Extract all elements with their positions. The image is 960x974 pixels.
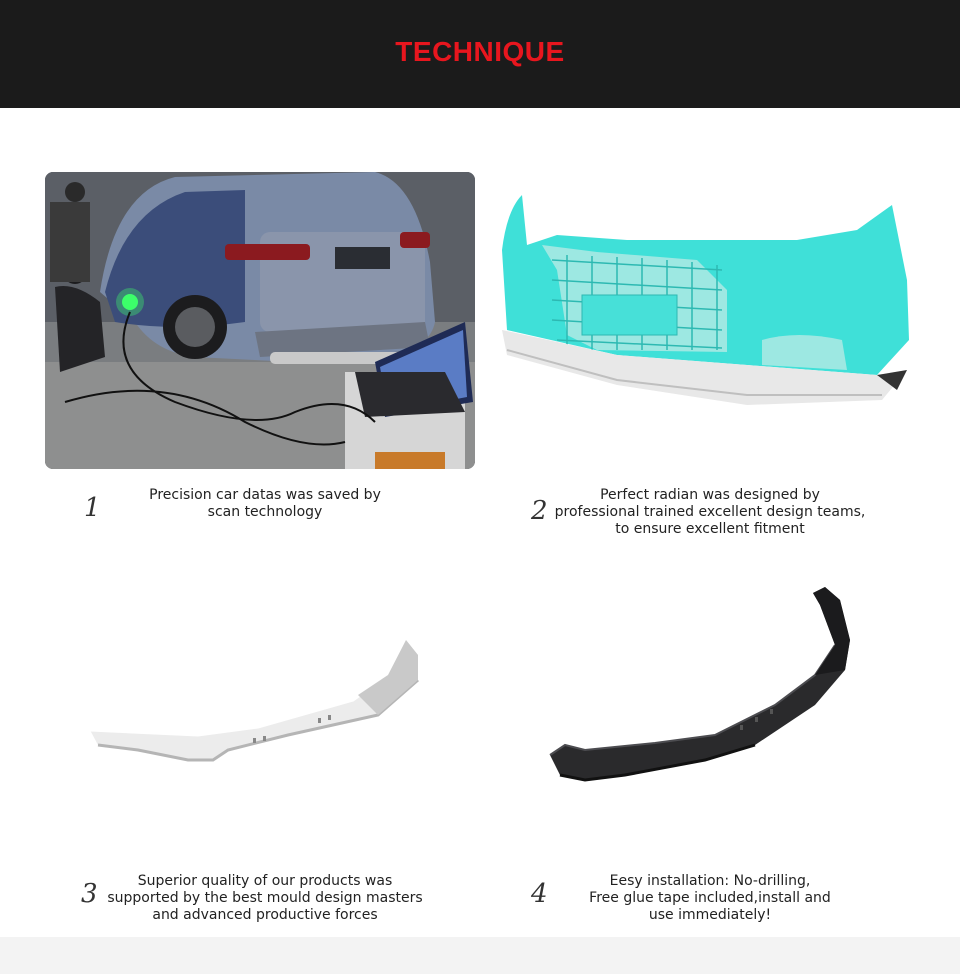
caption-line: use immediately! xyxy=(648,907,772,923)
caption-line: and advanced productive forces xyxy=(152,907,378,923)
caption-line: Eesy installation: No-drilling, xyxy=(609,873,811,889)
white-front-lip xyxy=(88,635,423,765)
caption-line: to ensure excellent fitment xyxy=(615,521,805,537)
caption-line: scan technology xyxy=(207,504,323,520)
step-4-number: 4 xyxy=(531,879,548,909)
step-2-caption xyxy=(545,487,875,538)
step-2-number: 2 xyxy=(531,496,548,526)
bumper-3d-model xyxy=(497,190,912,415)
step-1-number: 1 xyxy=(84,493,101,523)
step-3-caption xyxy=(95,873,435,924)
step-4-caption xyxy=(560,873,860,924)
step-1-caption xyxy=(105,487,425,521)
caption-line: professional trained excellent design teams, xyxy=(554,504,866,520)
scan-photo xyxy=(45,172,475,469)
caption-line: Superior quality of our products was xyxy=(137,873,393,889)
caption-line: Free glue tape included,install and xyxy=(589,890,831,906)
page-title: TECHNIQUE xyxy=(395,36,565,67)
footer-band xyxy=(0,937,960,974)
caption-line: supported by the best mould design masters xyxy=(107,890,423,906)
step-3-number: 3 xyxy=(81,879,98,909)
caption-line: Precision car datas was saved by xyxy=(149,487,381,503)
header-bar xyxy=(0,0,960,108)
carbon-front-lip xyxy=(545,585,855,785)
caption-line: Perfect radian was designed by xyxy=(600,487,820,503)
